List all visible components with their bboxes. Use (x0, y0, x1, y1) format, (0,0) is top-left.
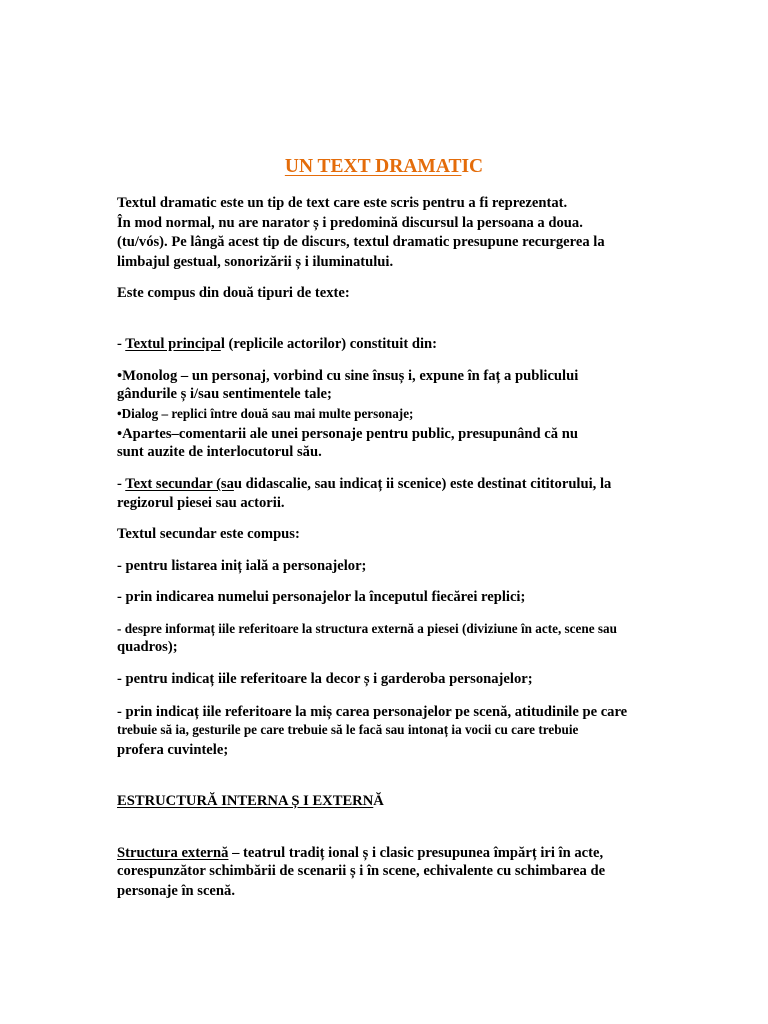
externa-line-2: corespunzător schimbării de scenarii ș i în scene, echivalente cu schimbarea de (117, 863, 606, 879)
compus-line: Este compus din două tipuri de texte: (117, 285, 350, 301)
list-item-4: - pentru indicaț iile referitoare la decor ș i garderoba personajelor; (117, 671, 533, 687)
principal-line (117, 335, 437, 353)
secundar-dash: - (117, 476, 126, 492)
intro-line-3: (tu/vós). Pe lângă acest tip de discurs, textul dramatic presupune recurgerea la (117, 234, 605, 250)
intro-line-1: Textul dramatic este un tip de text care este scris pentru a fi reprezentat. (117, 195, 568, 211)
principal-underlined: Textul principa (125, 336, 221, 352)
section-heading (117, 792, 384, 810)
secundar-line (117, 475, 611, 493)
externa-line (117, 844, 603, 862)
intro-line-2: În mod normal, nu are narator ș i predomină discursul la persoana a doua. (117, 215, 583, 231)
bullet-apartes-cont: sunt auzite de interlocutorul său. (117, 444, 322, 460)
list-item-5-cont-2: profera cuvintele; (117, 742, 229, 758)
heading-underlined: ESTRUCTURĂ INTERNA Ș I EXTERN (117, 793, 374, 809)
bullet-dialog: •Dialog – replici între două sau mai multe personaje; (117, 406, 414, 421)
principal-dash: - (117, 336, 126, 352)
externa-rest: – teatrul tradiț ional ș i clasic presupunea împărț iri în acte, (228, 845, 604, 861)
secundar-underlined: Text secundar (sa (125, 476, 234, 492)
list-item-5: - prin indicaț iile referitoare la miș carea personajelor pe scenă, atitudinile pe care (117, 704, 628, 720)
title-underlined: UN TEXT DRAMAT (284, 156, 462, 177)
intro-line-4: limbajul gestual, sonorizării ș i iluminatului. (117, 254, 394, 270)
list-item-2: - prin indicarea numelui personajelor la începutul fiecărei replici; (117, 589, 526, 605)
bullet-monolog-cont: gândurile ș i/sau sentimentele tale; (117, 386, 332, 402)
heading-rest: Ă (373, 793, 384, 809)
secundar-line-2: regizorul piesei sau actorii. (117, 495, 285, 511)
secundar-rest: u didascalie, sau indicaț ii scenice) este destinat cititorului, la (233, 476, 612, 492)
document-title (0, 156, 768, 178)
principal-rest: l (replicile actorilor) constituit din: (220, 336, 437, 352)
externa-line-3: personaje în scenă. (117, 883, 235, 899)
bullet-apartes: •Apartes–comentarii ale unei personaje pentru public, presupunând că nu (117, 426, 578, 442)
secundar-compus: Textul secundar este compus: (117, 526, 300, 542)
bullet-monolog: •Monolog – un personaj, vorbind cu sine însuș i, expune în faț a publicului (117, 368, 579, 384)
list-item-1: - pentru listarea iniț ială a personajelor; (117, 558, 367, 574)
list-item-3: - despre informaț iile referitoare la structura externă a piesei (diviziune în acte, scene sau (117, 621, 617, 636)
list-item-3-cont: quadros); (117, 639, 178, 655)
externa-underlined: Structura externă (117, 845, 229, 861)
list-item-5-cont: trebuie să ia, gesturile pe care trebuie să le facă sau intonaț ia vocii cu care trebuie (117, 722, 579, 737)
title-rest: IC (461, 156, 484, 177)
